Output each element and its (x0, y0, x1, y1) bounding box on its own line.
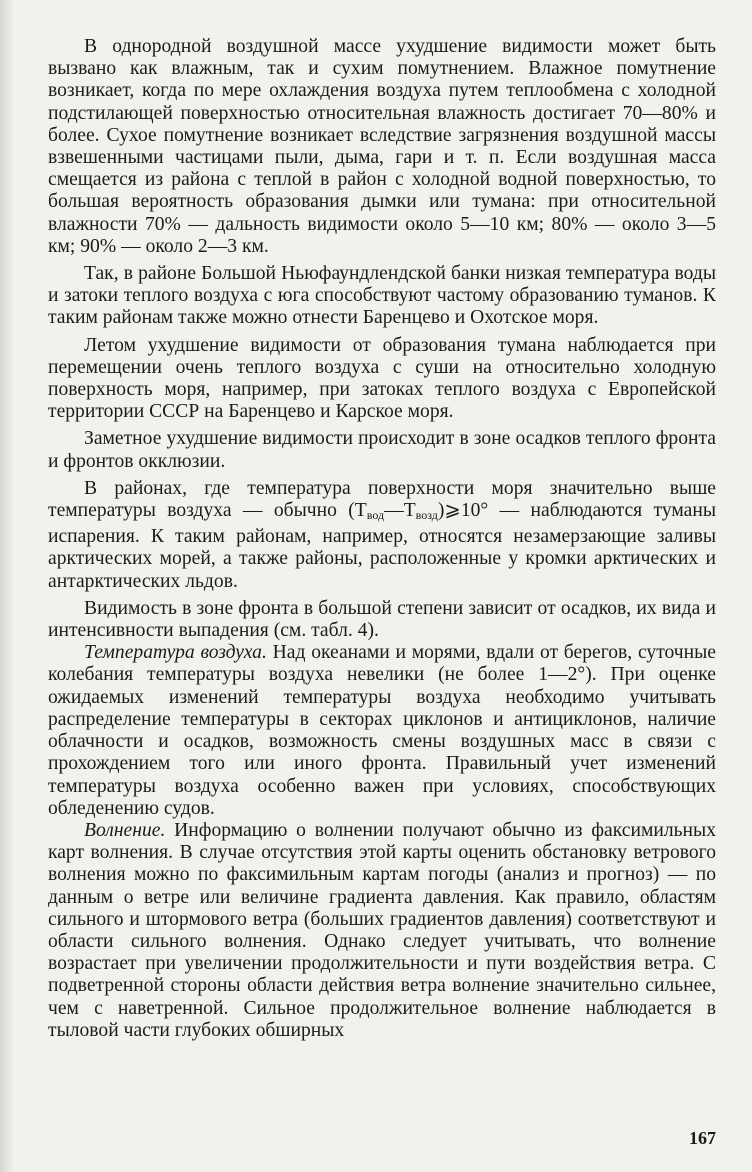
page-edge-shadow (0, 0, 14, 1172)
subscript-water: вод (366, 508, 385, 523)
paragraph-evaporation-fog (48, 478, 716, 593)
paragraph-text: В однородной воздушной массе ухудшение видимости может быть вызвано как влажным, так и сухим помутнением. Влажное помутнение возникает, когда по мере охлаждения воздуха путем теплообмена с холодной подстилающей поверхностью относительная влажность достигает 70—80% и более. Сухое помутнение возникает вследствие загрязнения воздушной массы взвешенными частицами пыли, дыма, гари и т. п. Если воздушная масса смещается из района с теплой в район с холодной водной поверхностью, то большая вероятность образования дымки или тумана: при относительной влажности 70% — дальность видимости около 5—10 км; 80% — около 3—5 км; 90% — около 2—3 км. (48, 36, 716, 257)
page-body (48, 36, 716, 1042)
page-number: 167 (689, 1128, 716, 1148)
paragraph-text: Информацию о волнении получают обычно из факсимильных карт волнения. В случае отсутствия этой карты оценить обстановку ветрового волнения можно по факсимильным картам погоды (анализ и прогноз) — по данным о ветре или величине градиента давления. Как правило, областям сильного и штормового ветра (больших градиентов давления) соответствуют и области сильного волнения. Однако следует учитывать, что волнение возрастает при увеличении продолжительности и пути воздействия ветра. С подветренной стороны области действия ветра волнение значительно сильнее, чем с наветренной. Сильное продолжительное волнение наблюдается в тыловой части глубоких обширных (48, 819, 716, 1041)
paragraph-air-temperature (48, 642, 716, 820)
paragraph-text: Заметное ухудшение видимости происходит в зоне осадков теплого фронта и фронтов окклюзии. (48, 428, 716, 472)
paragraph-text: Видимость в зоне фронта в большой степени зависит от осадков, их вида и интенсивности выпадения (см. табл. 4). (48, 597, 716, 642)
paragraph-warm-front (48, 428, 716, 472)
paragraph-visibility-air-mass (48, 36, 716, 258)
paragraph-summer-fog (48, 335, 716, 424)
paragraph-text: Летом ухудшение видимости от образования тумана наблюдается при перемещении очень теплого воздуха с суши на относительно холодную поверхность моря, например, при затоках теплого воздуха с Европейской территории СССР на Баренцево и Карское моря. (48, 334, 716, 423)
paragraph-waves (48, 820, 716, 1042)
paragraph-text: Так, в районе Большой Ньюфаундлендской банки низкая температура воды и затоки теплого воздуха с юга способствуют частому образованию туманов. К таким районам также можно отнести Баренцево и Охотское моря. (48, 263, 716, 329)
paragraph-text: )⩾10° — наблюдаются туманы испарения. К таким районам, например, относятся незамерзающие заливы арктических морей, а также районы, расположенные у кромки арктических и антарктических льдов. (48, 500, 716, 592)
section-lead-air-temperature: Температура воздуха. (84, 642, 267, 664)
paragraph-newfoundland (48, 263, 716, 330)
paragraph-text: Над океанами и морями, вдали от берегов, суточные колебания температуры воздуха невелики (не более 1—2°). При оценке ожидаемых изменений температуры воздуха необходимо учитывать распределение температуры в секторах циклонов и антициклонов, наличие облачности и осадков, возможность смены воздушных масс в связи с прохождением того или иного фронта. Правильный учет изменений температуры воздуха особенно важен при условиях, способствующих обледенению судов. (48, 642, 717, 819)
section-lead-waves: Волнение. (84, 819, 166, 841)
subscript-air: возд (415, 508, 438, 523)
paragraph-text: В районах, где температура поверхности моря значительно выше температуры воздуха — обычно (T (48, 477, 716, 522)
paragraph-front-visibility (48, 598, 716, 642)
paragraph-text: —T (384, 500, 416, 522)
